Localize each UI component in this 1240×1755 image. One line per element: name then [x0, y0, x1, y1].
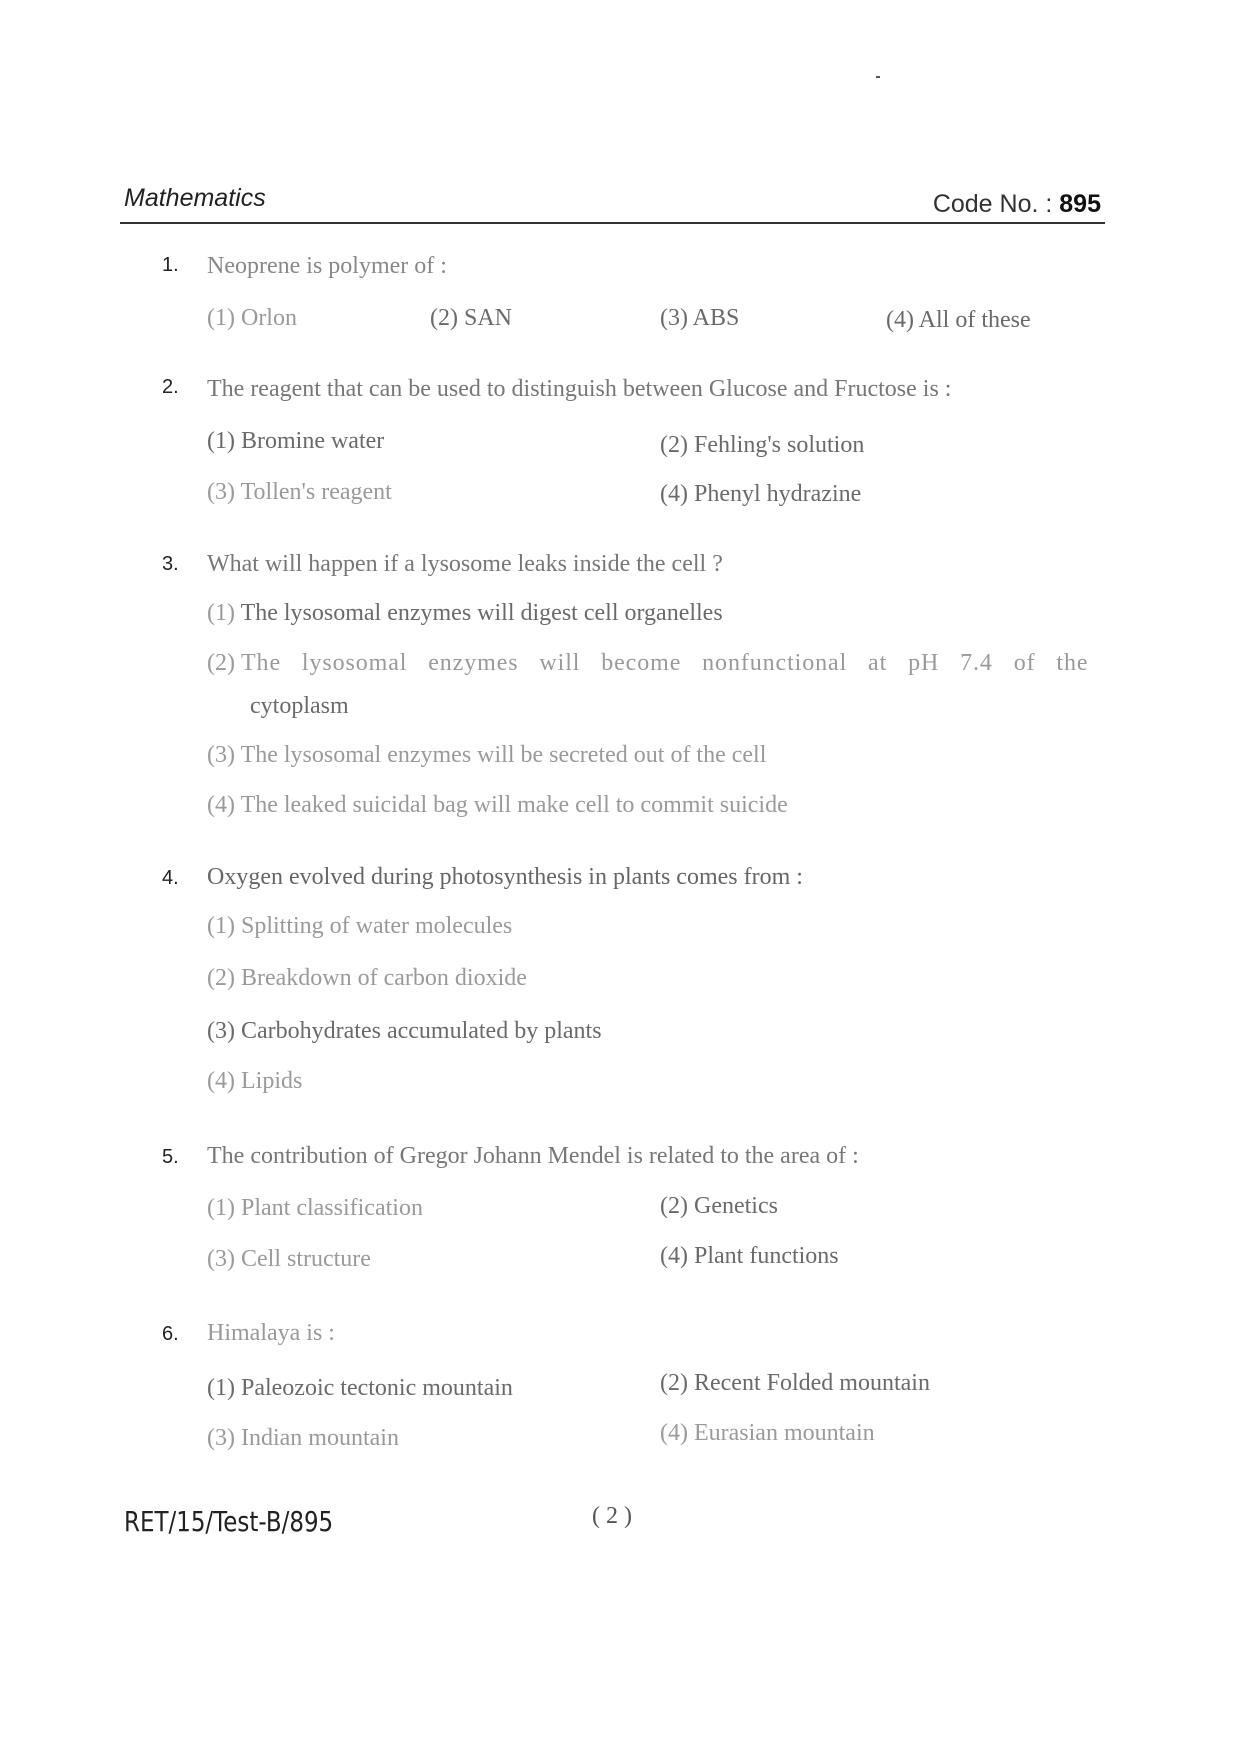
- subject-title: Mathematics: [124, 184, 266, 212]
- option-1: (1) Paleozoic tectonic mountain: [207, 1375, 513, 1401]
- option-4: (4) The leaked suicidal bag will make cell to commit suicide: [207, 792, 788, 818]
- page-number: ( 2 ): [592, 1503, 632, 1529]
- option-3: (3) Cell structure: [207, 1246, 371, 1272]
- option-2: (2) Breakdown of carbon dioxide: [207, 965, 527, 991]
- question-text: Oxygen evolved during photosynthesis in plants comes from :: [207, 864, 803, 890]
- option-4: (4) Eurasian mountain: [660, 1420, 875, 1446]
- option-4: (4) Lipids: [207, 1068, 303, 1094]
- question-number: 1.: [162, 254, 179, 276]
- option-3: (3) Indian mountain: [207, 1425, 399, 1451]
- option-4: (4) Plant functions: [660, 1243, 839, 1269]
- question-text: The reagent that can be used to distinguish between Glucose and Fructose is :: [207, 376, 952, 402]
- option-3: (3) Tollen's reagent: [207, 479, 392, 505]
- option-2: (2) Genetics: [660, 1193, 778, 1219]
- option-1: (1) Orlon: [207, 305, 297, 331]
- option-1: (1) The lysosomal enzymes will digest cell organelles: [207, 600, 723, 626]
- option-3: (3) The lysosomal enzymes will be secreted out of the cell: [207, 742, 767, 768]
- question-number: 3.: [162, 553, 179, 575]
- option-1: (1) Bromine water: [207, 428, 385, 454]
- question-number: 5.: [162, 1146, 179, 1168]
- option-2: (2) The lysosomal enzymes will become nonfunctional at pH 7.4 of the: [207, 650, 1089, 676]
- question-number: 2.: [162, 376, 179, 398]
- option-4: (4) Phenyl hydrazine: [660, 481, 862, 507]
- option-3: (3) Carbohydrates accumulated by plants: [207, 1018, 602, 1044]
- code-value: 895: [1059, 190, 1101, 218]
- code-number: [933, 190, 1101, 219]
- question-number: 6.: [162, 1323, 179, 1345]
- scan-speck: [876, 76, 880, 78]
- code-label: Code No. :: [932, 190, 1053, 218]
- question-text: Neoprene is polymer of :: [207, 253, 447, 279]
- footer-code: RET/15/Test-B/895: [124, 1505, 334, 1538]
- question-text: What will happen if a lysosome leaks inside the cell ?: [207, 551, 723, 577]
- question-number: 4.: [162, 867, 179, 889]
- option-1: (1) Plant classification: [207, 1195, 423, 1221]
- option-2: (2) Fehling's solution: [660, 432, 865, 458]
- question-text: The contribution of Gregor Johann Mendel is related to the area of :: [207, 1143, 859, 1169]
- page-header: [120, 182, 1105, 224]
- option-3: (3) ABS: [660, 305, 740, 331]
- option-1: (1) Splitting of water molecules: [207, 913, 513, 939]
- option-2-continuation: cytoplasm: [250, 693, 349, 719]
- option-2: (2) SAN: [430, 305, 512, 331]
- option-2: (2) Recent Folded mountain: [660, 1370, 930, 1396]
- option-4: (4) All of these: [886, 307, 1031, 333]
- question-text: Himalaya is :: [207, 1320, 335, 1346]
